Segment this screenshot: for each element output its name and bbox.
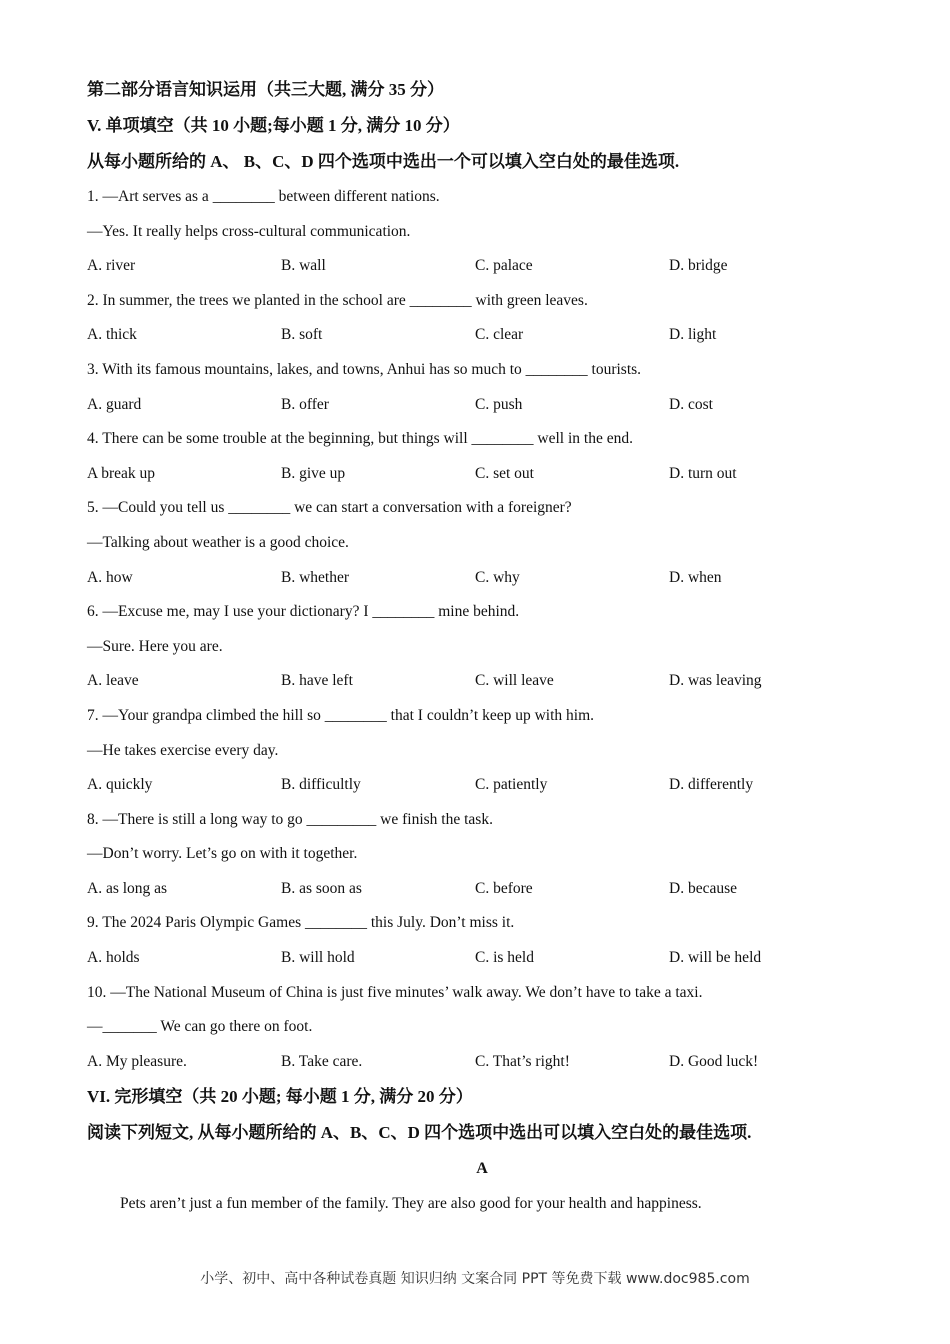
option-a: A. how (87, 568, 133, 586)
question-stem: 8. —There is still a long way to go _________ we finish the task. (87, 810, 493, 828)
option-a: A. thick (87, 326, 137, 344)
section5-instruction: 从每小题所给的 A、 B、C、D 四个选项中选出一个可以填入空白处的最佳选项. (87, 152, 680, 171)
options-row (87, 457, 877, 492)
option-d: D. because (669, 879, 737, 897)
option-c: C. patiently (475, 776, 548, 794)
option-b: B. have left (281, 672, 353, 690)
question-response: —Sure. Here you are. (87, 637, 223, 655)
option-a: A. guard (87, 395, 142, 413)
option-a: A. quickly (87, 776, 153, 794)
question-stem: 9. The 2024 Paris Olympic Games ________ this July. Don’t miss it. (87, 914, 515, 932)
option-d: D. will be held (669, 949, 762, 967)
option-d: D. when (669, 568, 722, 586)
options-row (87, 1045, 877, 1080)
options-row (87, 388, 877, 423)
question-stem: 2. In summer, the trees we planted in the school are ________ with green leaves. (87, 291, 588, 309)
option-b: B. give up (281, 464, 346, 482)
options-row (87, 249, 877, 284)
option-b: B. whether (281, 568, 350, 586)
question-list (87, 180, 877, 1079)
options-row (87, 872, 877, 907)
option-c: C. before (475, 879, 533, 897)
question-stem: 4. There can be some trouble at the beginning, but things will ________ well in the end. (87, 430, 633, 448)
exam-page (87, 72, 877, 1222)
option-b: B. wall (281, 257, 326, 275)
option-b: B. soft (281, 326, 323, 344)
option-b: B. Take care. (281, 1052, 363, 1070)
question-stem: 7. —Your grandpa climbed the hill so ________ that I couldn’t keep up with him. (87, 706, 594, 724)
option-a: A. as long as (87, 879, 168, 897)
question-response: —_______ We can go there on foot. (87, 1018, 313, 1036)
option-a: A. river (87, 257, 136, 275)
option-d: D. bridge (669, 257, 728, 275)
option-c: C. why (475, 568, 520, 586)
option-a: A. My pleasure. (87, 1052, 187, 1070)
option-a: A. holds (87, 949, 140, 967)
question-response: —He takes exercise every day. (87, 741, 279, 759)
section6-title: VI. 完形填空（共 20 小题; 每小题 1 分, 满分 20 分） (87, 1087, 473, 1107)
option-d: D. Good luck! (669, 1052, 759, 1070)
page-footer: 小学、初中、高中各种试卷真题 知识归纳 文案合同 PPT 等免费下载 www.doc985.com (200, 1271, 750, 1287)
section5-title: V. 单项填空（共 10 小题;每小题 1 分, 满分 10 分） (87, 116, 460, 135)
question-stem: 5. —Could you tell us ________ we can start a conversation with a foreigner? (87, 499, 572, 517)
option-b: B. offer (281, 395, 329, 413)
option-a: A break up (87, 464, 156, 482)
option-c: C. palace (475, 257, 533, 275)
question-stem: 10. —The National Museum of China is just five minutes’ walk away. We don’t have to take a taxi. (87, 983, 703, 1001)
options-row (87, 941, 877, 976)
part-title: 第二部分语言知识运用（共三大题, 满分 35 分） (87, 80, 444, 99)
passage-first-line: Pets aren’t just a fun member of the family. They are also good for your health and happiness. (120, 1195, 702, 1213)
options-row (87, 664, 877, 699)
option-d: D. cost (669, 395, 713, 413)
question-response: —Yes. It really helps cross-cultural communication. (87, 222, 411, 240)
option-c: C. That’s right! (475, 1052, 570, 1070)
option-c: C. set out (475, 464, 534, 482)
options-row (87, 768, 877, 803)
option-b: B. will hold (281, 949, 355, 967)
passage-label: A (476, 1160, 488, 1178)
option-b: B. difficultly (281, 776, 361, 794)
option-c: C. push (475, 395, 523, 413)
question-stem: 6. —Excuse me, may I use your dictionary? I ________ mine behind. (87, 603, 520, 621)
option-d: D. differently (669, 776, 754, 794)
option-c: C. clear (475, 326, 524, 344)
option-b: B. as soon as (281, 879, 362, 897)
question-stem: 3. With its famous mountains, lakes, and towns, Anhui has so much to ________ tourists. (87, 360, 642, 378)
options-row (87, 318, 877, 353)
question-response: —Don’t worry. Let’s go on with it together. (87, 845, 358, 863)
question-stem: 1. —Art serves as a ________ between different nations. (87, 188, 440, 205)
option-c: C. is held (475, 949, 534, 967)
option-a: A. leave (87, 672, 139, 690)
section6-instruction: 阅读下列短文, 从每小题所给的 A、B、C、D 四个选项中选出可以填入空白处的最佳选项. (87, 1123, 752, 1143)
options-row (87, 561, 877, 596)
option-d: D. turn out (669, 464, 737, 482)
option-d: D. light (669, 326, 717, 344)
question-response: —Talking about weather is a good choice. (87, 533, 349, 551)
option-d: D. was leaving (669, 672, 762, 690)
option-c: C. will leave (475, 672, 554, 690)
